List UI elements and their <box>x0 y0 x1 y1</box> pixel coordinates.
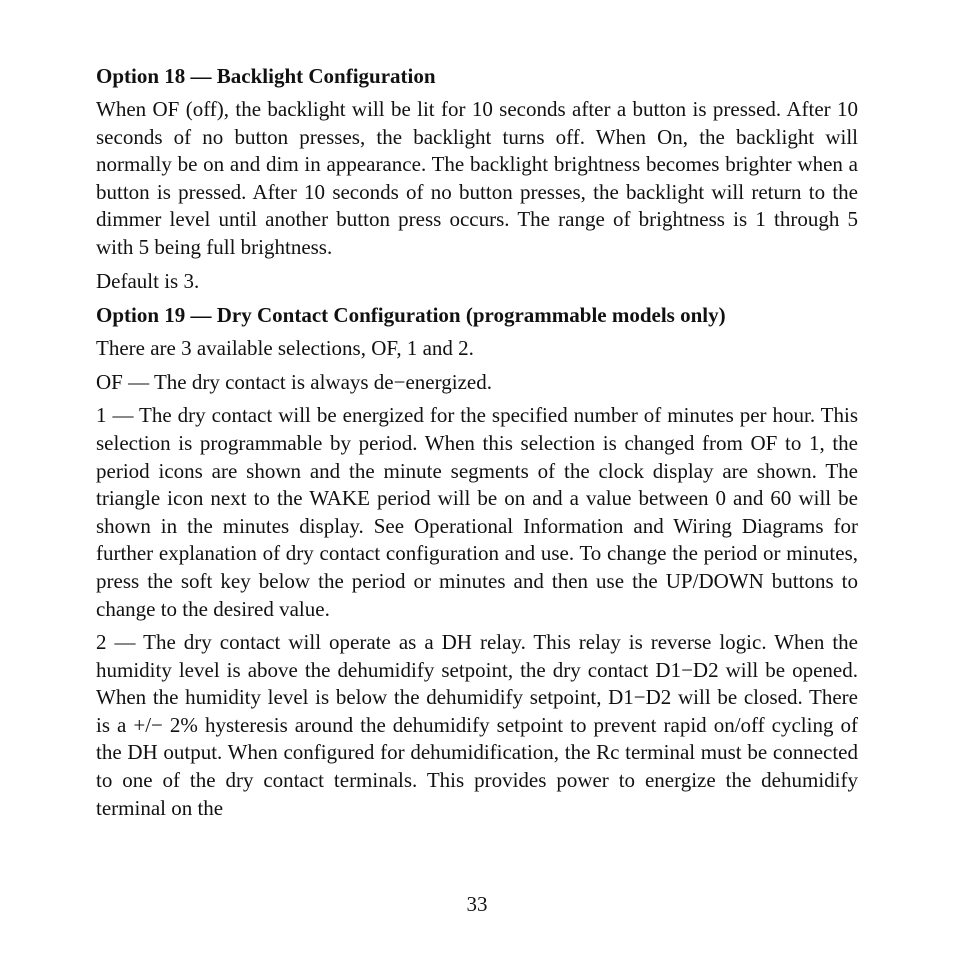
paragraph-dry-contact-selections: There are 3 available selections, OF, 1 and 2. <box>96 336 474 361</box>
paragraph-backlight-description: When OF (off), the backlight will be lit for 10 seconds after a button is pressed. After 10 seconds of no button presses, the backlight turns off. When On, the backlight will normally be on and dim in appearance. The backlight brightness becomes brighter when a button is pressed. After 10 seconds of no button presses, the backlight will return to the dimmer level until another button press occurs. The range of brightness is 1 through 5 with 5 being full brightness. <box>96 97 858 259</box>
paragraph-dry-contact-option-1: 1 — The dry contact will be energized for the specified number of minutes per hour. This selection is programmable by period. When this selection is changed from OF to 1, the period icons are shown and the minute segments of the clock display are shown. The triangle icon next to the WAKE period will be on and a value between 0 and 60 will be shown in the minutes display. See Operational Information and Wiring Diagrams for further explanation of dry contact configuration and use. To change the period or minutes, press the soft key below the period or minutes and then use the UP/DOWN buttons to change to the desired value. <box>96 403 858 621</box>
paragraph-dry-contact-option-2: 2 — The dry contact will operate as a DH relay. This relay is reverse logic. When the humidity level is above the dehumidify setpoint, the dry contact D1−D2 will be opened. When the humidity level is below the dehumidify setpoint, D1−D2 will be closed. There is a +/− 2% hysteresis around the dehumidify setpoint to prevent rapid on/off cycling of the DH output. When configured for dehumidification, the Rc terminal must be connected to one of the dry contact terminals. This provides power to energize the dehumidify terminal on the <box>96 630 858 820</box>
section-heading-option-18: Option 18 — Backlight Configuration <box>96 64 436 88</box>
section-heading-option-19: Option 19 — Dry Contact Configuration (programmable models only) <box>96 303 726 328</box>
page-content <box>96 62 858 828</box>
paragraph-backlight-default: Default is 3. <box>96 268 200 293</box>
paragraph-dry-contact-of: OF — The dry contact is always de−energized. <box>96 369 492 394</box>
page-number: 33 <box>466 892 488 916</box>
